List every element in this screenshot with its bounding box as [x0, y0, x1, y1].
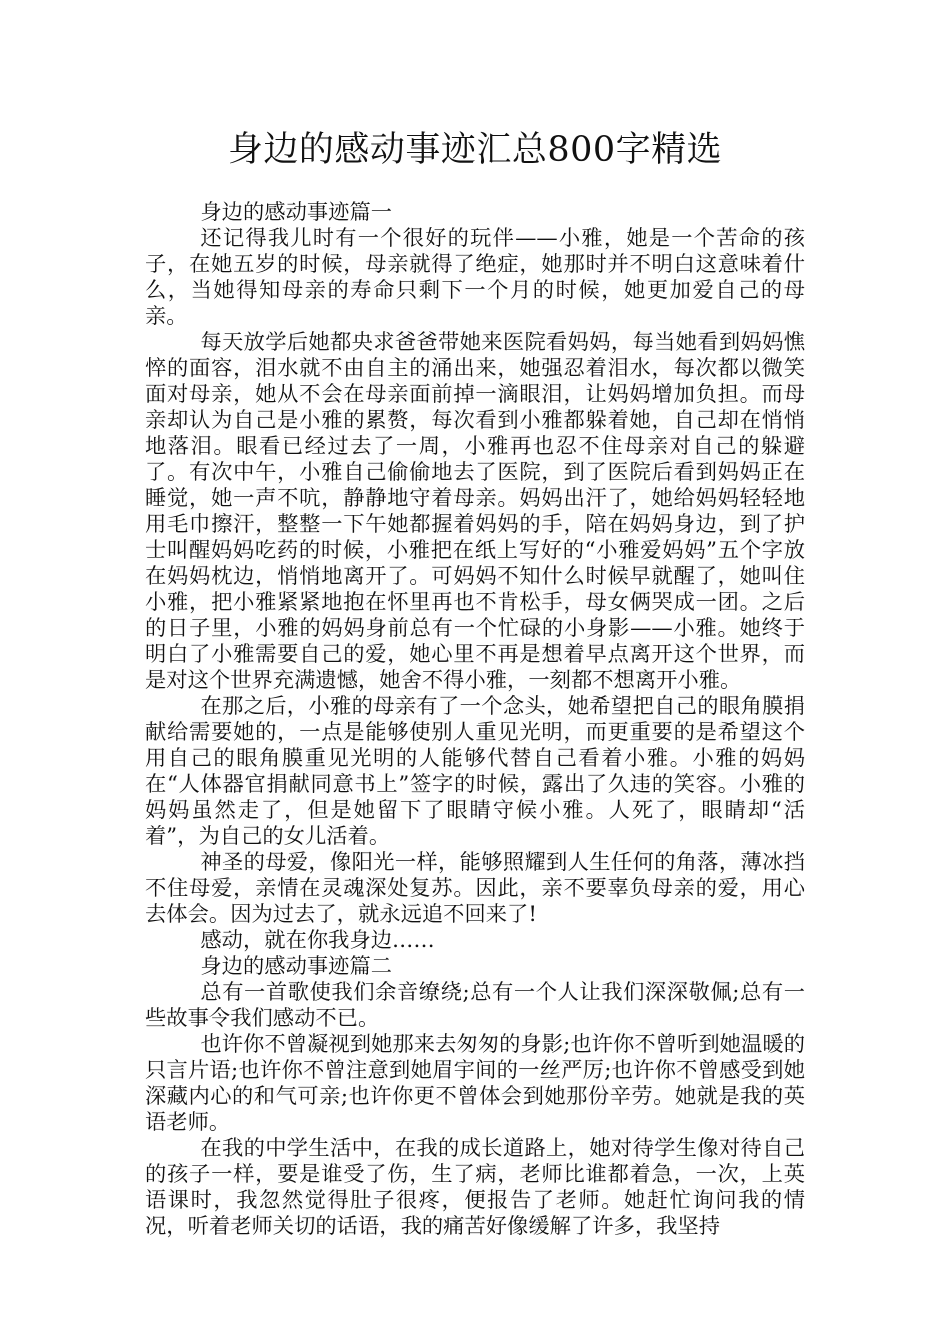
- paragraph: 感动，就在你我身边……: [200, 928, 435, 953]
- section-heading: 身边的感动事迹篇一: [200, 200, 393, 225]
- paragraph: 神圣的母爱，像阳光一样，能够照耀到人生任何的角落，薄冰挡不住母爱，亲情在灵魂深处复苏。因此，亲不要辜负母亲的爱，用心去体会。因为过去了，就永远追不回来了!: [145, 850, 805, 927]
- paragraph: 在我的中学生活中，在我的成长道路上，她对待学生像对待自己的孩子一样，要是谁受了伤，生了病，老师比谁都着急，一次，上英语课时，我忽然觉得肚子很疼，便报告了老师。她赶忙询问我的情况，听着老师关切的话语，我的痛苦好像缓解了许多，我坚持: [145, 1136, 805, 1239]
- section-heading: 身边的感动事迹篇二: [200, 954, 393, 979]
- paragraph: 每天放学后她都央求爸爸带她来医院看妈妈，每当她看到妈妈憔悴的面容，泪水就不由自主的涌出来，她强忍着泪水，每次都以微笑面对母亲，她从不会在母亲面前掉一滴眼泪，让妈妈增加负担。而母亲却认为自己是小雅的累赘，每次看到小雅都躲着她，自己却在悄悄地落泪。眼看已经过去了一周，小雅再也忍不住母亲对自己的躲避了。有次中午，小雅自己偷偷地去了医院，到了医院后看到妈妈正在睡觉，她一声不吭，静静地守着母亲。妈妈出汗了，她给妈妈轻轻地用毛巾擦汗，整整一下午她都握着妈妈的手，陪在妈妈身边，到了护士叫醒妈妈吃药的时候，小雅把在纸上写好的“小雅爱妈妈”五个字放在妈妈枕边，悄悄地离开了。可妈妈不知什么时候早就醒了，她叫住小雅，把小雅紧紧地抱在怀里再也不肯松手，母女俩哭成一团。之后的日子里，小雅的妈妈身前总有一个忙碌的小身影——小雅。她终于明白了小雅需要自己的爱，她心里不再是想着早点离开这个世界，而是对这个世界充满遗憾，她舍不得小雅，一刻都不想离开小雅。: [145, 330, 805, 693]
- document-title: 身边的感动事迹汇总800字精选: [227, 130, 723, 170]
- paragraph: 总有一首歌使我们余音缭绕;总有一个人让我们深深敬佩;总有一些故事令我们感动不已。: [145, 980, 805, 1031]
- document-body: [145, 200, 805, 1240]
- paragraph: 在那之后，小雅的母亲有了一个念头，她希望把自己的眼角膜捐献给需要她的，一点是能够使别人重见光明，而更重要的是希望这个用自己的眼角膜重见光明的人能够代替自己看着小雅。小雅的妈妈在“人体器官捐献同意书上”签字的时候，露出了久违的笑容。小雅的妈妈虽然走了，但是她留下了眼睛守候小雅。人死了，眼睛却“活着”，为自己的女儿活着。: [145, 694, 805, 849]
- paragraph: 还记得我儿时有一个很好的玩伴——小雅，她是一个苦命的孩子，在她五岁的时候，母亲就得了绝症，她那时并不明白这意味着什么，当她得知母亲的寿命只剩下一个月的时候，她更加爱自己的母亲。: [145, 226, 805, 329]
- paragraph: 也许你不曾凝视到她那来去匆匆的身影;也许你不曾听到她温暖的只言片语;也许你不曾注意到她眉宇间的一丝严厉;也许你不曾感受到她深藏内心的和气可亲;也许你更不曾体会到她那份辛劳。她就是我的英语老师。: [145, 1032, 805, 1135]
